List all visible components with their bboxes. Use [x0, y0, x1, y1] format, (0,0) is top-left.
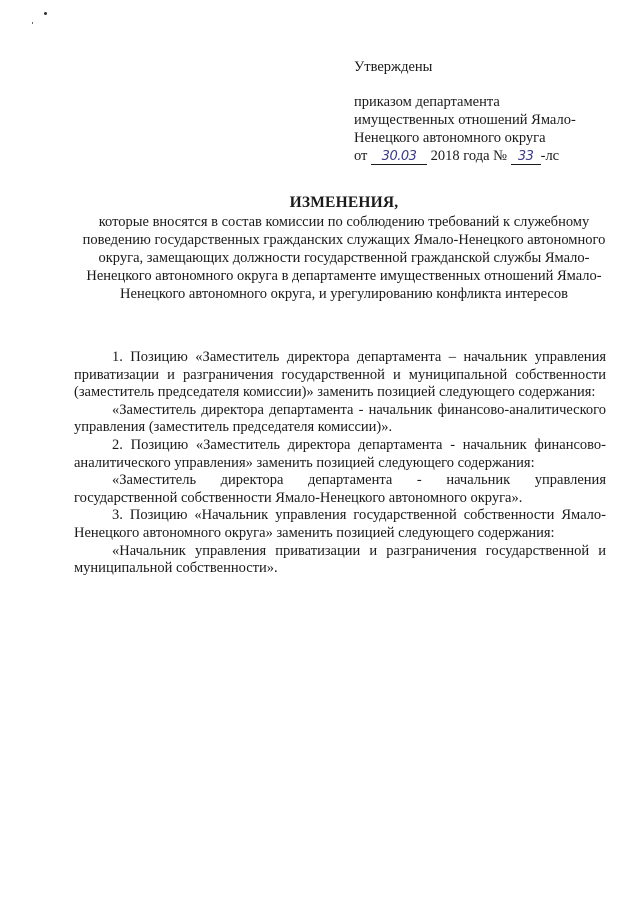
handwritten-order-number: 33: [511, 149, 541, 165]
paragraph-1: 1. Позицию «Заместитель директора департамента – начальник управления приватизации и разграничения государственной и муниципальной собственности (заместитель председателя комиссии)» заменить позицией следующего содержания:: [74, 349, 606, 401]
approved-label: Утверждены: [354, 59, 433, 75]
order-line-2: имущественных отношений Ямало-: [354, 112, 576, 128]
scan-speck: [32, 22, 33, 24]
paragraph-3: 2. Позицию «Заместитель директора департамента - начальник финансово-аналитического управления» заменить позицией следующего содержания:: [74, 436, 606, 471]
paragraph-2: «Заместитель директора департамента - начальник финансово-аналитического управления (заместитель председателя комиссии)».: [74, 401, 606, 436]
order-date-line: [354, 147, 614, 165]
order-line-1: приказом департамента: [354, 94, 500, 110]
document-title: ИЗМЕНЕНИЯ,: [289, 194, 399, 211]
document-subtitle: которые вносятся в состав комиссии по соблюдению требований к служебному поведению государственных гражданских служащих Ямало-Ненецкого автономного округа, замещающих должности государственной гражданской службы Ямало-Ненецкого автономного округа в департаменте имущественных отношений Ямало-Ненецкого автономного округа, и урегулированию конфликта интересов: [82, 214, 606, 302]
scan-speck: [44, 12, 47, 15]
approval-block: [354, 58, 614, 165]
date-year-text: 2018 года №: [430, 148, 507, 164]
handwritten-date: 30.03: [371, 149, 427, 165]
document-heading: [74, 193, 614, 303]
date-prefix: от: [354, 148, 368, 164]
document-body: [74, 349, 606, 578]
paragraph-6: «Начальник управления приватизации и разграничения государственной и муниципальной собственности».: [74, 542, 606, 577]
paragraph-5: 3. Позицию «Начальник управления государственной собственности Ямало-Ненецкого автономного округа» заменить позицией следующего содержания:: [74, 507, 606, 541]
paragraph-4: «Заместитель директора департамента - начальник управления государственной собственности Ямало-Ненецкого автономного округа».: [74, 472, 606, 506]
order-number-suffix: -лс: [540, 148, 560, 164]
order-line-3: Ненецкого автономного округа: [354, 130, 546, 146]
